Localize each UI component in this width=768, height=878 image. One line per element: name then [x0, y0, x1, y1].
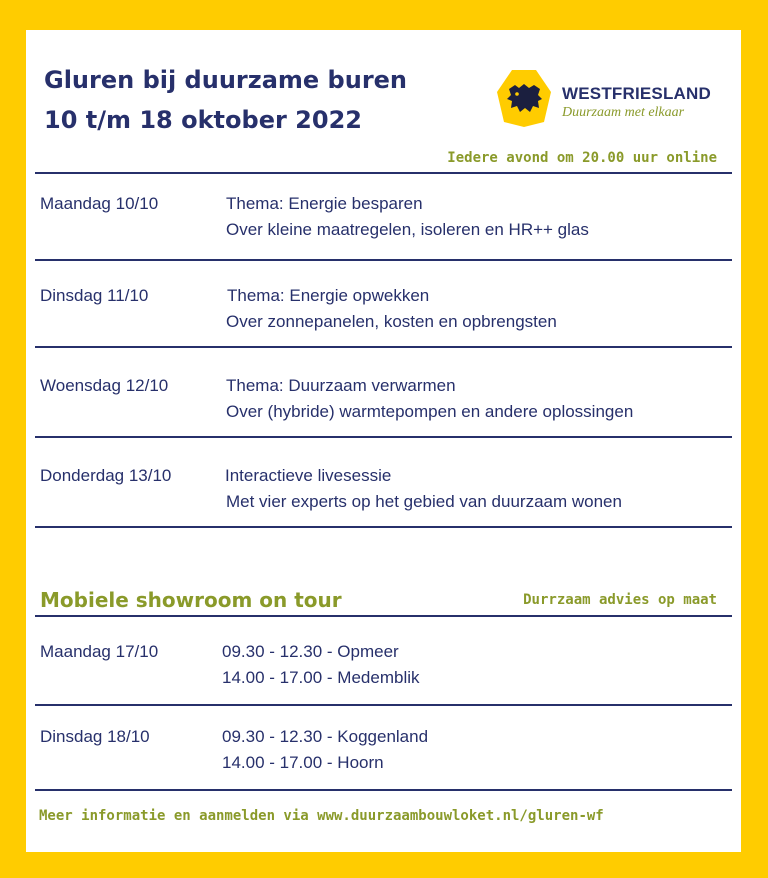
- showroom-day: Maandag 17/10: [40, 642, 159, 661]
- logo-tagline: Duurzaam met elkaar: [562, 105, 685, 120]
- flyer-card: [26, 30, 741, 852]
- divider: [35, 615, 732, 617]
- schedule-theme: Thema: Duurzaam verwarmen: [226, 376, 456, 395]
- showroom-time-1: 09.30 - 12.30 - Opmeer: [222, 642, 399, 661]
- divider: [35, 259, 732, 261]
- page-title: [44, 60, 407, 140]
- title-line-1: Gluren bij duurzame buren: [44, 66, 408, 94]
- schedule-day: Dinsdag 11/10: [40, 286, 149, 305]
- schedule-theme: Thema: Energie besparen: [226, 194, 423, 213]
- schedule-theme: Interactieve livesessie: [225, 466, 392, 485]
- showroom-time-2: 14.00 - 17.00 - Medemblik: [222, 668, 420, 687]
- schedule-day: Woensdag 12/10: [40, 376, 169, 395]
- divider: [35, 789, 732, 791]
- divider: [35, 526, 732, 528]
- logo-name: WESTFRIESLAND: [562, 84, 711, 103]
- divider: [35, 436, 732, 438]
- showroom-title: Mobiele showroom on tour: [40, 588, 342, 612]
- showroom-day: Dinsdag 18/10: [40, 727, 150, 746]
- schedule-description: Met vier experts op het gebied van duurzaam wonen: [226, 492, 622, 511]
- footer-info-link[interactable]: Meer informatie en aanmelden via www.duurzaambouwloket.nl/gluren-wf: [39, 808, 604, 824]
- showroom-time-1: 09.30 - 12.30 - Koggenland: [222, 727, 429, 746]
- schedule-theme: Thema: Energie opwekken: [227, 286, 430, 305]
- schedule-day: Donderdag 13/10: [40, 466, 172, 485]
- schedule-description: Over (hybride) warmtepompen en andere oplossingen: [226, 402, 634, 421]
- divider: [35, 704, 732, 706]
- schedule-description: Over kleine maatregelen, isoleren en HR++ glas: [226, 220, 589, 239]
- schedule-description: Over zonnepanelen, kosten en opbrengsten: [226, 312, 557, 331]
- lion-shield-icon: [496, 68, 552, 128]
- divider: [35, 172, 732, 174]
- westfriesland-logo: [496, 68, 736, 128]
- schedule-day: Maandag 10/10: [40, 194, 159, 213]
- showroom-time-2: 14.00 - 17.00 - Hoorn: [222, 753, 384, 772]
- showroom-tag: Durrzaam advies op maat: [523, 592, 717, 608]
- divider: [35, 346, 732, 348]
- title-line-2: 10 t/m 18 oktober 2022: [44, 106, 362, 134]
- online-note: Iedere avond om 20.00 uur online: [447, 150, 717, 166]
